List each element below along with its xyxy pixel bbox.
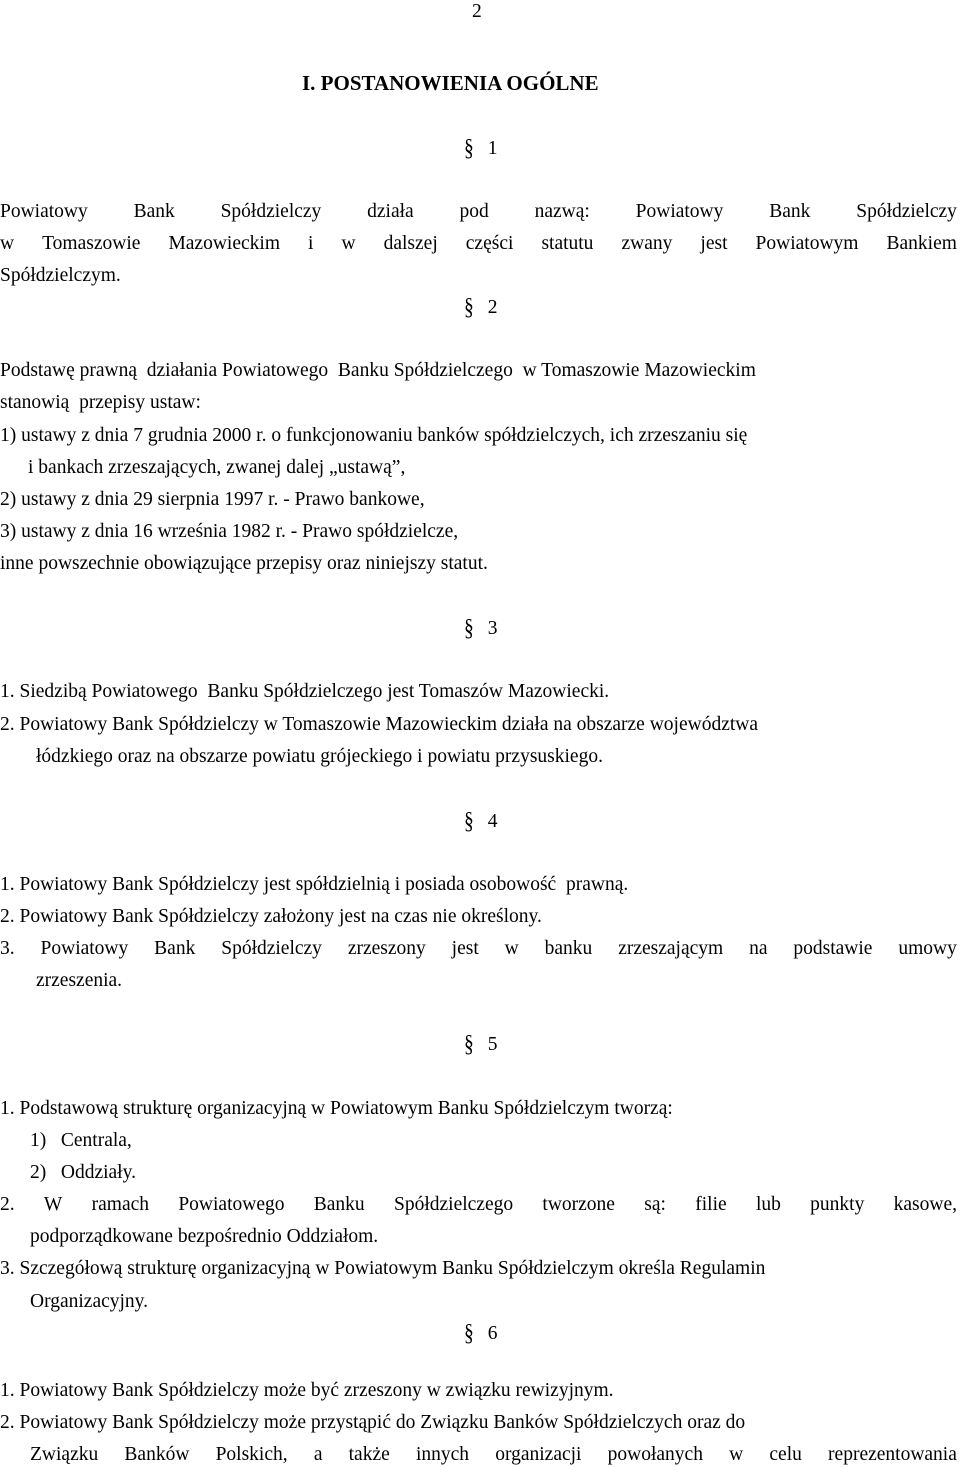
- word: 2.: [0, 1194, 15, 1215]
- section-number: 6: [487, 1323, 498, 1344]
- word: w: [0, 233, 15, 254]
- s5-p3-line2: Organizacyjny.: [30, 1291, 149, 1312]
- s3-p2-line1: 2. Powiatowy Bank Spółdzielczy w Tomaszowie Mazowieckim działa na obszarze województwa: [0, 714, 759, 735]
- word: reprezentowania: [828, 1444, 957, 1465]
- word: zrzeszony: [347, 938, 426, 959]
- section-symbol: §: [464, 808, 474, 835]
- s5-p3-line1: 3. Szczegółową strukturę organizacyjną w Powiatowym Banku Spółdzielczym określa Regulamin: [0, 1258, 766, 1279]
- s6-p2-line1: 2. Powiatowy Bank Spółdzielczy może przystąpić do Związku Banków Spółdzielczych oraz do: [0, 1412, 746, 1433]
- s4-p1: 1. Powiatowy Bank Spółdzielczy jest spółdzielnią i posiada osobowość prawną.: [0, 874, 629, 895]
- s5-p1-item2: 2) Oddziały.: [30, 1162, 136, 1183]
- word: Spółdzielczego: [393, 1194, 514, 1215]
- word: lub: [755, 1194, 781, 1215]
- s4-p3-line1: [0, 937, 957, 961]
- s2-item1-line2: i bankach zrzeszających, zwanej dalej „ustawą”,: [28, 457, 406, 478]
- word: W: [43, 1194, 63, 1215]
- section-number: 4: [487, 811, 498, 832]
- section-number: 3: [487, 618, 498, 639]
- word: statutu: [541, 233, 594, 254]
- word: powołanych: [607, 1444, 703, 1465]
- s3-p1: 1. Siedzibą Powiatowego Banku Spółdzielczego jest Tomaszów Mazowiecki.: [0, 681, 610, 702]
- s2-intro-line1: Podstawę prawną działania Powiatowego Banku Spółdzielczego w Tomaszowie Mazowieckim: [0, 360, 756, 381]
- word: innych: [415, 1444, 470, 1465]
- s6-p1: 1. Powiatowy Bank Spółdzielczy może być zrzeszony w związku rewizyjnym.: [0, 1380, 614, 1401]
- word: zrzeszającym: [618, 938, 724, 959]
- word: filie: [695, 1194, 727, 1215]
- section-heading-4: [464, 810, 498, 834]
- word: Polskich,: [215, 1444, 288, 1465]
- word: punkty: [810, 1194, 865, 1215]
- word: zwany: [621, 233, 673, 254]
- section-number: 1: [487, 138, 498, 159]
- word: Bank: [769, 201, 811, 222]
- s5-p1-item1: 1) Centrala,: [30, 1130, 132, 1151]
- s5-p2-line1: [0, 1193, 957, 1217]
- word: Tomaszowie: [42, 233, 141, 254]
- s5-p1: 1. Podstawową strukturę organizacyjną w Powiatowym Banku Spółdzielczym tworzą:: [0, 1098, 673, 1119]
- word: 3.: [0, 938, 15, 959]
- section-symbol: §: [464, 615, 474, 642]
- word: na: [749, 938, 768, 959]
- word: celu: [769, 1444, 802, 1465]
- word: i: [308, 233, 314, 254]
- word: Powiatowy: [635, 201, 724, 222]
- word: organizacji: [495, 1444, 582, 1465]
- word: Bankiem: [886, 233, 957, 254]
- section-number: 5: [487, 1034, 498, 1055]
- s1-line2: [0, 232, 957, 256]
- section-heading-3: [464, 617, 498, 641]
- word: Spółdzielczy: [221, 938, 322, 959]
- section-number: 2: [487, 297, 498, 318]
- page-number: 2: [472, 1, 482, 22]
- word: jest: [700, 233, 728, 254]
- word: a: [313, 1444, 323, 1465]
- s1-line3: Spółdzielczym.: [0, 265, 121, 286]
- s2-item3: 3) ustawy z dnia 16 września 1982 r. - Prawo spółdzielcze,: [0, 521, 459, 542]
- word: części: [465, 233, 514, 254]
- word: działa: [367, 201, 414, 222]
- section-symbol: §: [464, 294, 474, 321]
- word: także: [348, 1444, 390, 1465]
- s2-item1-line1: 1) ustawy z dnia 7 grudnia 2000 r. o funkcjonowaniu banków spółdzielczych, ich zrzeszaniu się: [0, 425, 748, 446]
- word: jest: [451, 938, 479, 959]
- s5-p2-line2: podporządkowane bezpośrednio Oddziałom.: [30, 1226, 379, 1247]
- word: są:: [644, 1194, 666, 1215]
- section-symbol: §: [464, 135, 474, 162]
- s1-line1: [0, 200, 957, 224]
- word: Związku: [30, 1444, 99, 1465]
- section-heading-1: [464, 137, 498, 161]
- word: ramach: [91, 1194, 150, 1215]
- section-heading-2: [464, 296, 498, 320]
- word: Powiatowym: [755, 233, 859, 254]
- word: w: [341, 233, 356, 254]
- word: podstawie: [793, 938, 873, 959]
- section-symbol: §: [464, 1320, 474, 1347]
- word: Mazowieckim: [168, 233, 280, 254]
- s4-p3-line2: zrzeszenia.: [36, 970, 123, 991]
- word: Banku: [313, 1194, 365, 1215]
- word: nazwą:: [534, 201, 590, 222]
- word: Powiatowego: [178, 1194, 285, 1215]
- word: pod: [459, 201, 489, 222]
- s2-intro-line2: stanowią przepisy ustaw:: [0, 392, 201, 413]
- s2-item2: 2) ustawy z dnia 29 sierpnia 1997 r. - Prawo bankowe,: [0, 489, 425, 510]
- section-heading-6: [464, 1322, 498, 1346]
- s6-p2-line2: [30, 1443, 957, 1467]
- word: Banków: [124, 1444, 190, 1465]
- word: kasowe,: [893, 1194, 957, 1215]
- word: w: [504, 938, 519, 959]
- word: w: [729, 1444, 744, 1465]
- section-heading-5: [464, 1033, 498, 1057]
- s3-p2-line2: łódzkiego oraz na obszarze powiatu grójeckiego i powiatu przysuskiego.: [36, 746, 603, 767]
- word: Bank: [154, 938, 196, 959]
- s2-closing: inne powszechnie obowiązujące przepisy oraz niniejszy statut.: [0, 553, 488, 574]
- section-symbol: §: [464, 1031, 474, 1058]
- word: umowy: [898, 938, 957, 959]
- chapter-title: I. POSTANOWIENIA OGÓLNE: [302, 71, 599, 95]
- word: tworzone: [542, 1194, 615, 1215]
- word: Bank: [133, 201, 175, 222]
- word: dalszej: [383, 233, 438, 254]
- word: Spółdzielczy: [856, 201, 957, 222]
- word: Powiatowy: [0, 201, 88, 222]
- word: Powiatowy: [40, 938, 129, 959]
- word: Spółdzielczy: [220, 201, 322, 222]
- word: banku: [544, 938, 593, 959]
- s4-p2: 2. Powiatowy Bank Spółdzielczy założony jest na czas nie określony.: [0, 906, 542, 927]
